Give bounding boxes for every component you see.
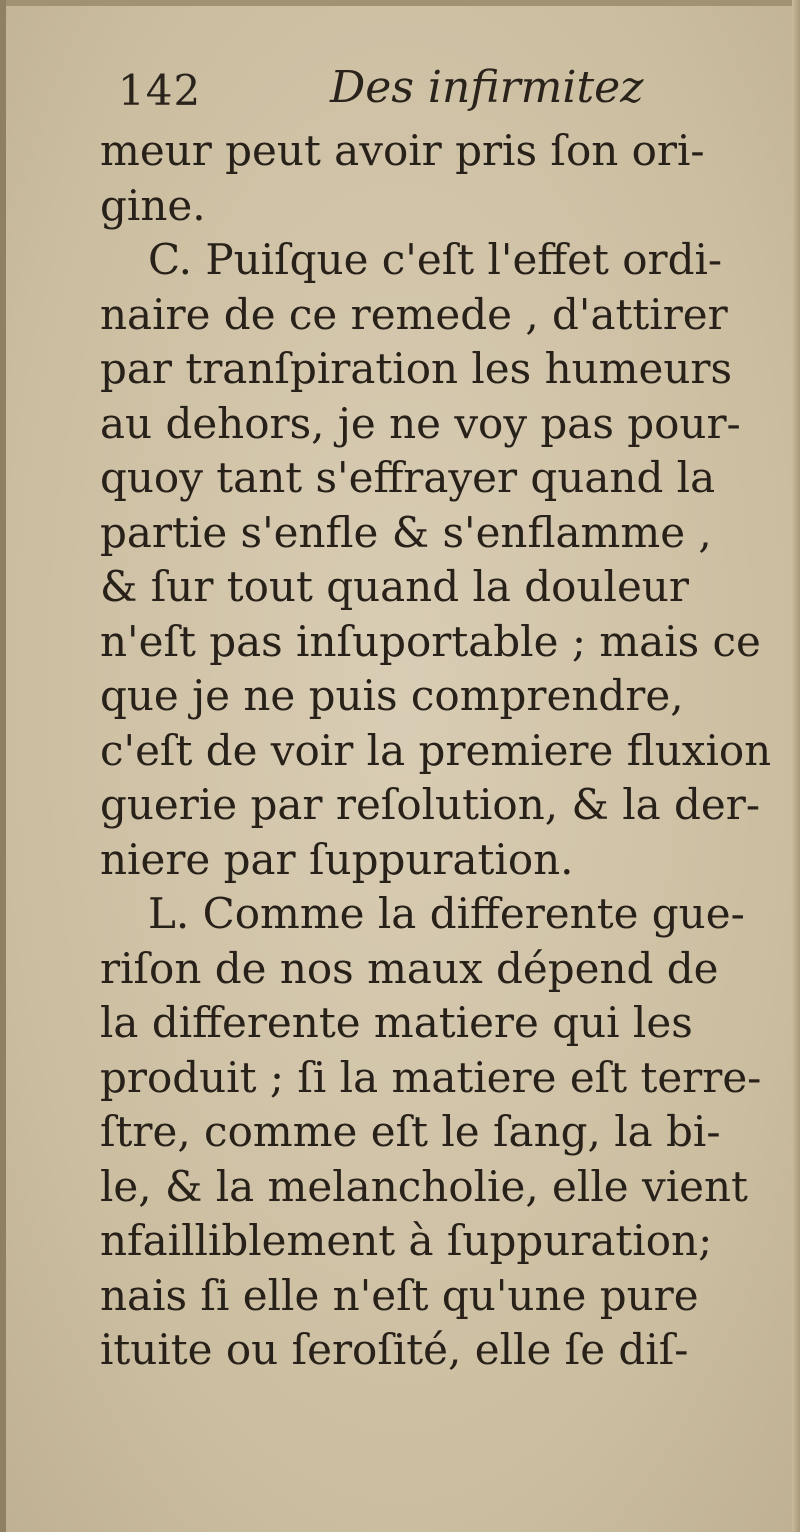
text-line: riſon de nos maux dépend de bbox=[100, 943, 719, 993]
body-text bbox=[100, 124, 780, 1378]
page-right-edge bbox=[792, 0, 800, 1532]
text-line: ituite ou ſeroſité, elle ſe diſ- bbox=[100, 1325, 689, 1374]
text-line: par tranſpiration les humeurs bbox=[100, 344, 733, 393]
text-line: guerie par reſolution, & la der- bbox=[100, 780, 761, 829]
text-line: gine. bbox=[100, 180, 206, 230]
text-line: C. Puiſque c'eſt l'effet ordi- bbox=[148, 235, 723, 284]
page-header bbox=[118, 62, 758, 122]
text-line: nais ſi elle n'eſt qu'une pure bbox=[100, 1270, 699, 1320]
text-line: & ſur tout quand la douleur bbox=[100, 562, 689, 611]
text-line: niere par ſuppuration. bbox=[100, 834, 574, 884]
text-line: ſtre, comme eſt le ſang, la bi- bbox=[100, 1107, 721, 1156]
text-line: le, & la melancholie, elle vient bbox=[100, 1161, 748, 1211]
running-title: Des infirmitez bbox=[330, 62, 644, 113]
page-left-edge bbox=[0, 0, 6, 1532]
text-line: produit ; ſi la matiere eſt terre- bbox=[100, 1052, 762, 1102]
text-line: la differente matiere qui les bbox=[100, 998, 693, 1047]
text-line: nfailliblement à ſuppuration; bbox=[100, 1216, 713, 1265]
text-line: au dehors, je ne voy pas pour- bbox=[100, 398, 741, 448]
text-line: c'eſt de voir la premiere fluxion bbox=[100, 725, 772, 775]
text-line: partie s'enfle & s'enflamme , bbox=[100, 507, 712, 557]
text-line: meur peut avoir pris ſon ori- bbox=[100, 126, 705, 175]
page-number: 142 bbox=[118, 66, 202, 115]
text-line: n'eſt pas inſuportable ; mais ce bbox=[100, 616, 761, 666]
page-top-edge bbox=[0, 0, 800, 6]
text-line: quoy tant s'effrayer quand la bbox=[100, 453, 716, 502]
text-line: L. Comme la differente gue- bbox=[148, 889, 745, 938]
text-line: que je ne puis comprendre, bbox=[100, 671, 684, 720]
text-line: naire de ce remede , d'attirer bbox=[100, 289, 728, 339]
